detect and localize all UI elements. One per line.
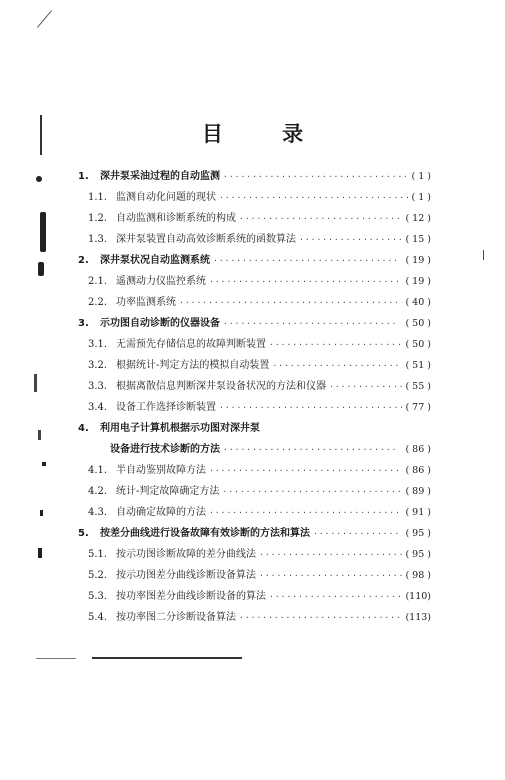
entry-title: 深井泵采油过程的自动监测 <box>100 171 220 182</box>
dot-leader <box>219 403 402 412</box>
entry-title: 按差分曲线进行设备故障有效诊断的方法和算法 <box>100 528 310 539</box>
toc-section-entry[interactable] <box>78 230 431 251</box>
entry-number: 2.2. <box>88 297 108 308</box>
entry-number: 4.2. <box>88 486 108 497</box>
entry-title: 深井泵装置自动高效诊断系统的函数算法 <box>116 234 296 245</box>
toc-chapter-entry[interactable] <box>78 251 431 272</box>
dot-leader <box>299 235 402 244</box>
scan-speck <box>40 212 46 252</box>
page-number: ( 19 ) <box>405 276 431 287</box>
entry-title: 监测自动化问题的现状 <box>116 192 216 203</box>
entry-title: 设备进行技术诊断的方法 <box>110 444 220 455</box>
toc-chapter-entry[interactable] <box>78 167 431 188</box>
page-number: ( 55 ) <box>405 381 431 392</box>
toc-chapter-entry[interactable] <box>78 440 431 461</box>
entry-number: 2.1. <box>88 276 108 287</box>
dot-leader <box>259 550 402 559</box>
page-number: ( 95 ) <box>405 549 431 560</box>
toc-section-entry[interactable] <box>78 461 431 482</box>
toc-section-entry[interactable] <box>78 545 431 566</box>
page-number: ( 1 ) <box>411 171 431 182</box>
toc-chapter-entry[interactable] <box>78 524 431 545</box>
toc-chapter-entry[interactable] <box>78 314 431 335</box>
entry-title: 利用电子计算机根据示功图对深井泵 <box>100 423 260 434</box>
entry-title: 深井泵状况自动监测系统 <box>100 255 210 266</box>
entry-number: 1.3. <box>88 234 108 245</box>
entry-number: 3.3. <box>88 381 108 392</box>
scan-speck <box>42 462 46 466</box>
entry-title: 按示功图诊断故障的差分曲线法 <box>116 549 256 560</box>
page-number: ( 50 ) <box>405 339 431 350</box>
page-number: ( 95 ) <box>405 528 431 539</box>
page-number: ( 89 ) <box>405 486 431 497</box>
toc-section-entry[interactable] <box>78 209 431 230</box>
dot-leader <box>272 361 402 370</box>
dot-leader <box>209 508 402 517</box>
scan-speck <box>37 10 52 27</box>
dot-leader <box>313 529 399 538</box>
toc-section-entry[interactable] <box>78 587 431 608</box>
entry-number: 5.2. <box>88 570 108 581</box>
entry-number: 1.2. <box>88 213 108 224</box>
page-number: ( 77 ) <box>405 402 431 413</box>
page-number: (110) <box>405 591 431 602</box>
entry-number: 5.3. <box>88 591 108 602</box>
table-of-contents <box>78 167 431 629</box>
dot-leader <box>213 256 399 265</box>
dot-leader <box>329 382 402 391</box>
toc-section-entry[interactable] <box>78 377 431 398</box>
dot-leader <box>209 466 402 475</box>
dot-leader <box>179 298 402 307</box>
page-number: ( 86 ) <box>405 465 431 476</box>
entry-number: 1.1. <box>88 192 108 203</box>
entry-title: 根据离散信息判断深井泵设备状况的方法和仪器 <box>116 381 326 392</box>
toc-section-entry[interactable] <box>78 272 431 293</box>
entry-title: 半自动鉴别故障方法 <box>116 465 206 476</box>
dot-leader <box>219 193 409 202</box>
toc-section-entry[interactable] <box>78 482 431 503</box>
dot-leader <box>259 571 402 580</box>
dot-leader <box>269 592 402 601</box>
page-number: ( 50 ) <box>405 318 431 329</box>
dot-leader <box>209 277 402 286</box>
entry-title: 根据统计-判定方法的模拟自动装置 <box>116 360 270 371</box>
dot-leader <box>239 613 402 622</box>
toc-section-entry[interactable] <box>78 608 431 629</box>
page-number: ( 86 ) <box>405 444 431 455</box>
page-number: (113) <box>405 612 431 623</box>
dot-leader <box>223 172 406 181</box>
toc-chapter-entry[interactable] <box>78 419 431 440</box>
entry-title: 无需预先存储信息的故障判断装置 <box>116 339 266 350</box>
page-number: ( 19 ) <box>405 255 431 266</box>
entry-number: 3.1. <box>88 339 108 350</box>
toc-section-entry[interactable] <box>78 293 431 314</box>
entry-title: 按示功图差分曲线诊断设备算法 <box>116 570 256 581</box>
entry-title: 按功率图二分诊断设备算法 <box>116 612 236 623</box>
entry-number: 3.4. <box>88 402 108 413</box>
entry-number: 5.1. <box>88 549 108 560</box>
dot-leader <box>269 340 402 349</box>
dot-leader <box>223 319 399 328</box>
page-number: ( 15 ) <box>405 234 431 245</box>
scan-speck <box>36 176 42 182</box>
entry-title: 遥测动力仪监控系统 <box>116 276 206 287</box>
toc-section-entry[interactable] <box>78 503 431 524</box>
page-number: ( 40 ) <box>405 297 431 308</box>
page-number: ( 12 ) <box>405 213 431 224</box>
entry-title: 统计-判定故障确定方法 <box>116 486 220 497</box>
page-number: ( 91 ) <box>405 507 431 518</box>
entry-title: 自动确定故障的方法 <box>116 507 206 518</box>
page-number: ( 51 ) <box>405 360 431 371</box>
scan-speck <box>34 374 37 392</box>
footer-rule <box>92 657 242 659</box>
entry-title: 自动监测和诊断系统的构成 <box>116 213 236 224</box>
scan-speck <box>483 250 484 260</box>
scan-speck <box>40 510 43 516</box>
scan-line <box>36 658 76 659</box>
scan-speck <box>38 548 42 558</box>
toc-section-entry[interactable] <box>78 335 431 356</box>
toc-section-entry[interactable] <box>78 356 431 377</box>
toc-section-entry[interactable] <box>78 566 431 587</box>
entry-number: 5.4. <box>88 612 108 623</box>
entry-number: 4.1. <box>88 465 108 476</box>
entry-number: 4.3. <box>88 507 108 518</box>
entry-number: 2. <box>78 255 89 266</box>
page-number: ( 98 ) <box>405 570 431 581</box>
scan-speck <box>38 430 41 440</box>
dot-leader <box>222 487 402 496</box>
dot-leader <box>223 445 399 454</box>
entry-title: 按功率图差分曲线诊断设备的算法 <box>116 591 266 602</box>
entry-title: 设备工作选择诊断装置 <box>116 402 216 413</box>
entry-number: 5. <box>78 528 89 539</box>
entry-title: 功率监测系统 <box>116 297 176 308</box>
entry-number: 4. <box>78 423 89 434</box>
entry-number: 1. <box>78 171 89 182</box>
entry-title: 示功图自动诊断的仪器设备 <box>100 318 220 329</box>
toc-section-entry[interactable] <box>78 188 431 209</box>
page-title: 目 录 <box>201 122 330 146</box>
entry-number: 3. <box>78 318 89 329</box>
dot-leader <box>239 214 402 223</box>
scan-speck <box>38 262 44 276</box>
toc-section-entry[interactable] <box>78 398 431 419</box>
page-number: ( 1 ) <box>411 192 431 203</box>
entry-number: 3.2. <box>88 360 108 371</box>
